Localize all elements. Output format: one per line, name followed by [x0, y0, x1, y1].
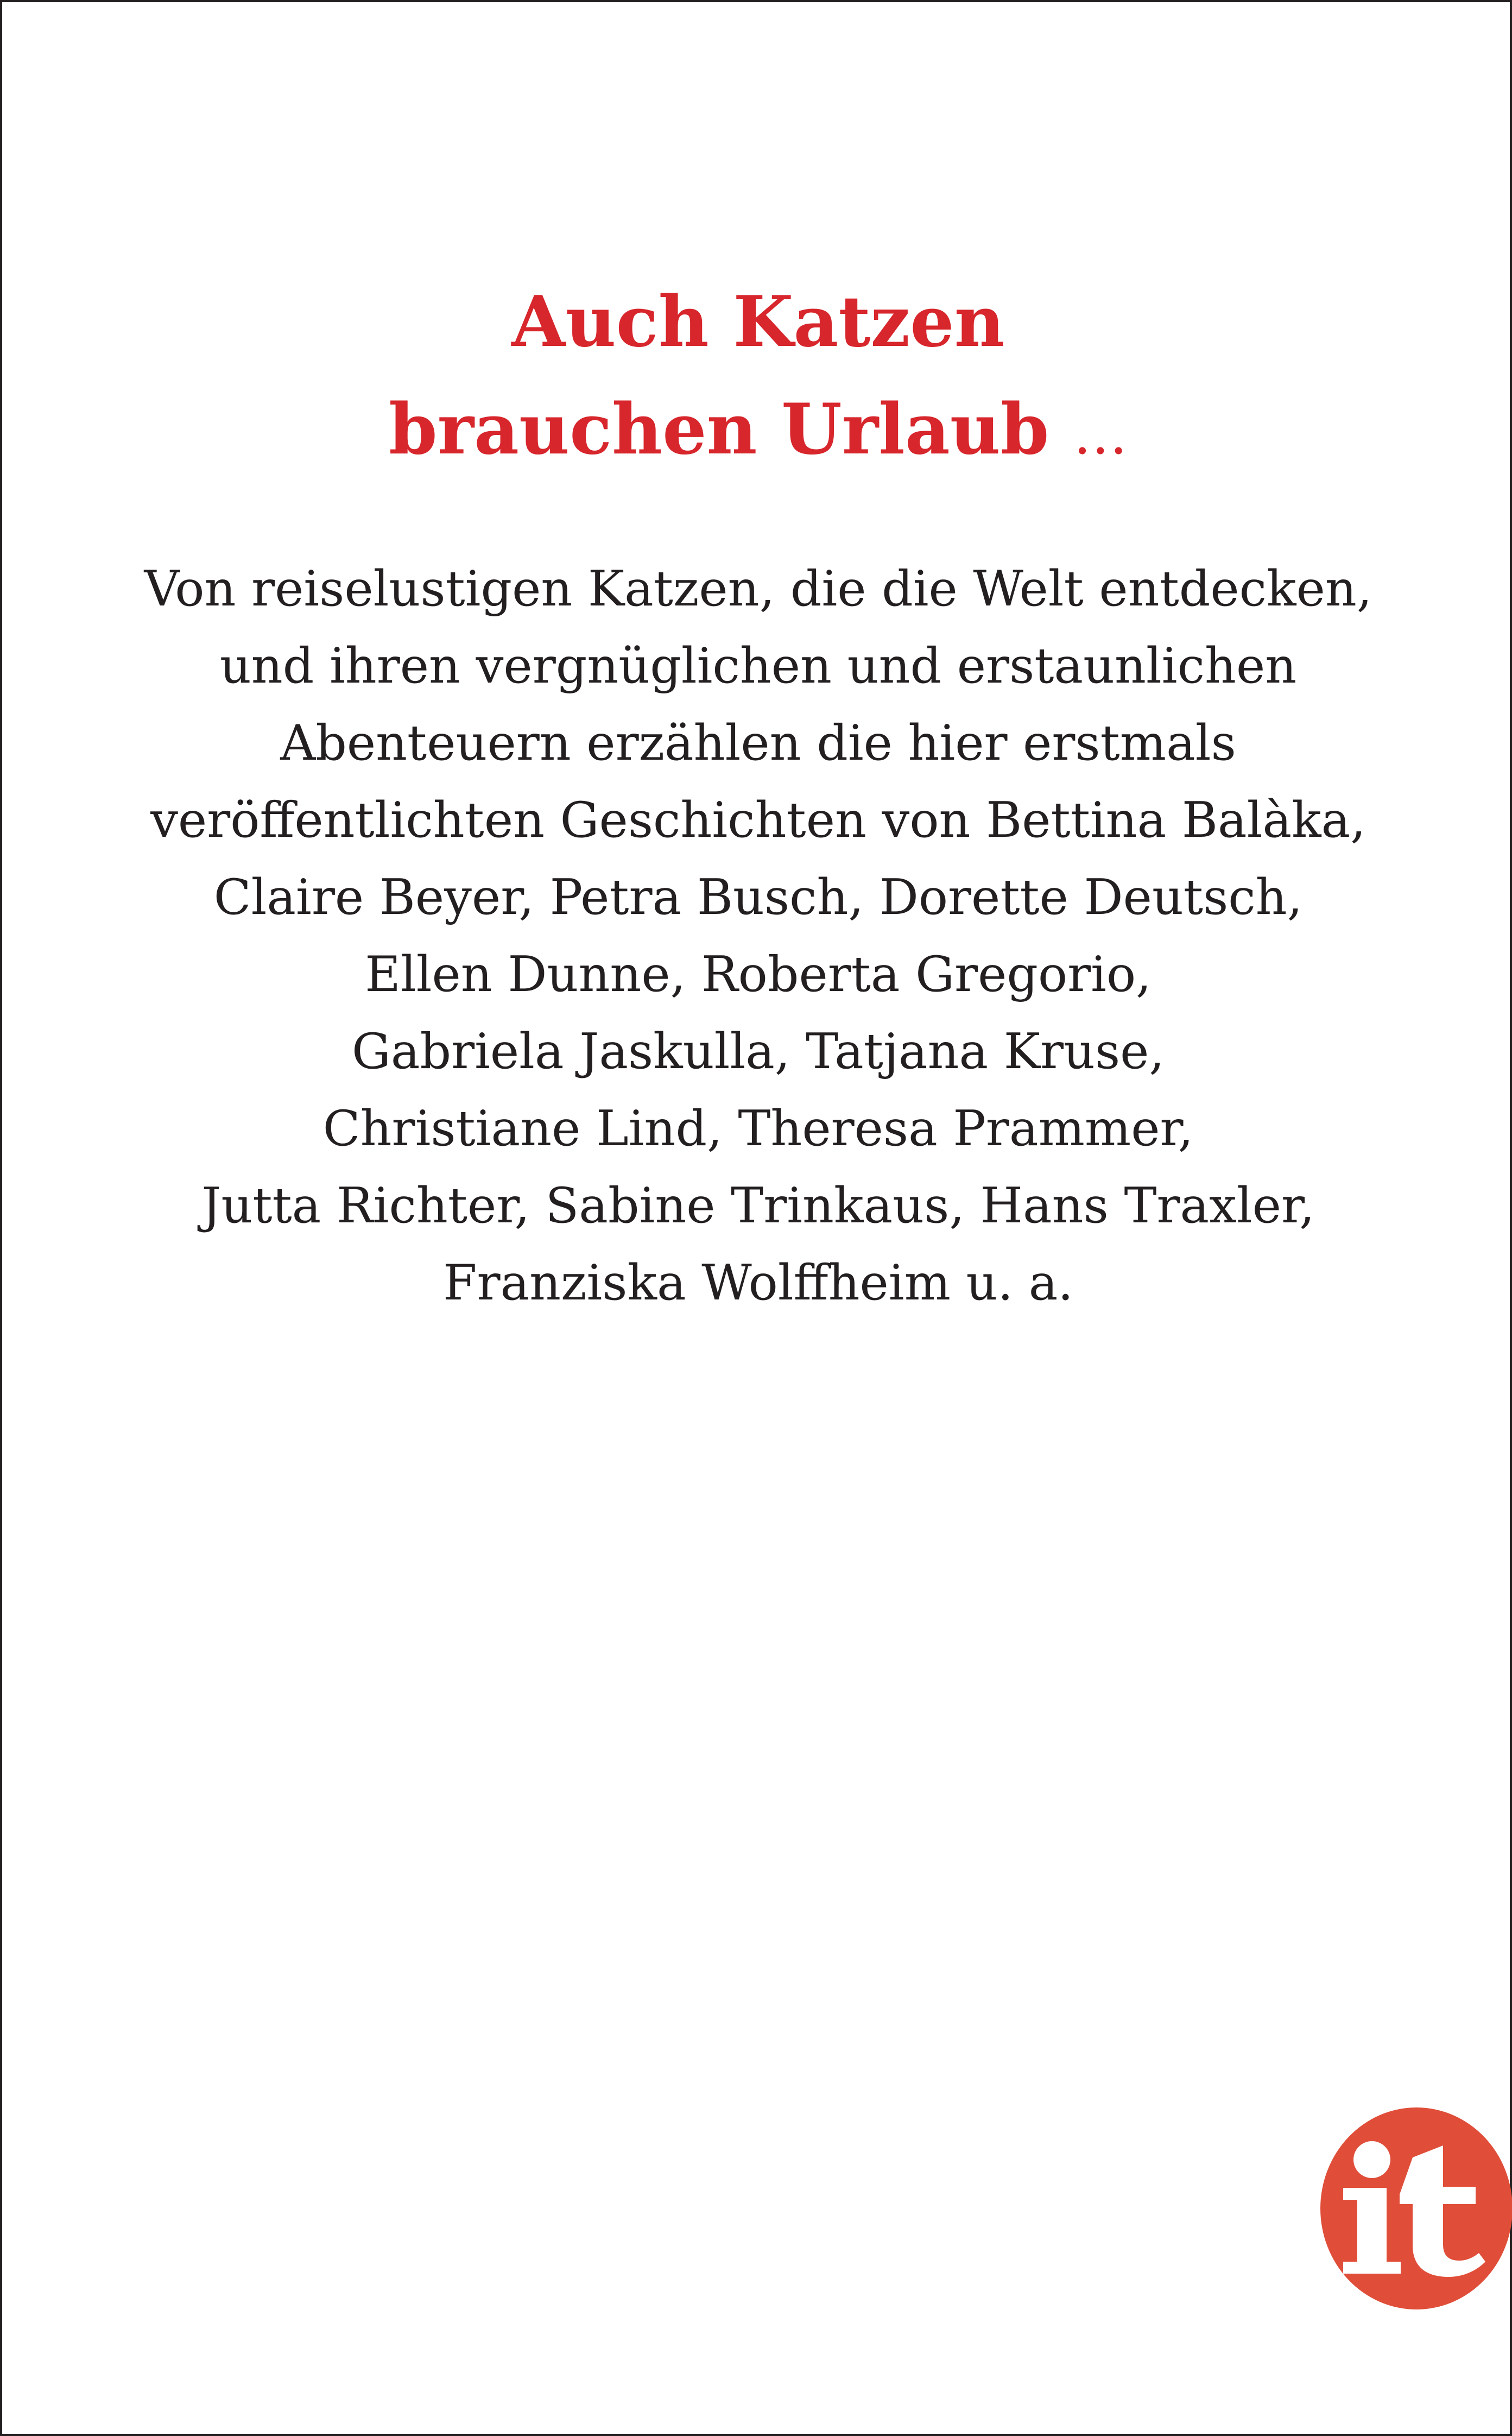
- headline: [2, 268, 1512, 489]
- logo-i-dot: [1353, 2141, 1390, 2178]
- logo-i-bottom-serif: [1343, 2262, 1401, 2274]
- publisher-it-logo-svg: [1320, 2107, 1512, 2309]
- logo-i-top-serif: [1343, 2188, 1387, 2200]
- logo-i-stem: [1357, 2188, 1387, 2271]
- headline-line-2: [2, 376, 1512, 489]
- blurb-line: Von reiselustigen Katzen, die die Welt entdecken,: [144, 560, 1372, 617]
- blurb-line: Ellen Dunne, Roberta Gregorio,: [365, 946, 1152, 1003]
- blurb-line: und ihren vergnüglichen und erstaunlichen: [219, 638, 1297, 695]
- blurb-line: Abenteuern erzählen die hier erstmals: [280, 715, 1236, 772]
- blurb-line: veröffentlichten Geschichten von Bettina Balàka,: [150, 792, 1366, 849]
- headline-ellipsis: …: [1073, 403, 1128, 466]
- headline-line-1: Auch Katzen: [511, 281, 1005, 363]
- headline-line-2-text: brauchen Urlaub: [389, 389, 1049, 470]
- blurb-line: Christiane Lind, Theresa Prammer,: [322, 1100, 1194, 1157]
- publisher-it-logo-icon: [1320, 2107, 1512, 2309]
- blurb-line: Gabriela Jaskulla, Tatjana Kruse,: [351, 1023, 1165, 1080]
- blurb-line: Jutta Richter, Sabine Trinkaus, Hans Traxler,: [201, 1177, 1315, 1234]
- blurb-text: [2, 551, 1512, 1322]
- blurb-line: Claire Beyer, Petra Busch, Dorette Deutsch,: [213, 869, 1303, 926]
- blurb-line: Franziska Wolffheim u. a.: [443, 1254, 1073, 1311]
- logo-t-glyph: [1400, 2145, 1485, 2277]
